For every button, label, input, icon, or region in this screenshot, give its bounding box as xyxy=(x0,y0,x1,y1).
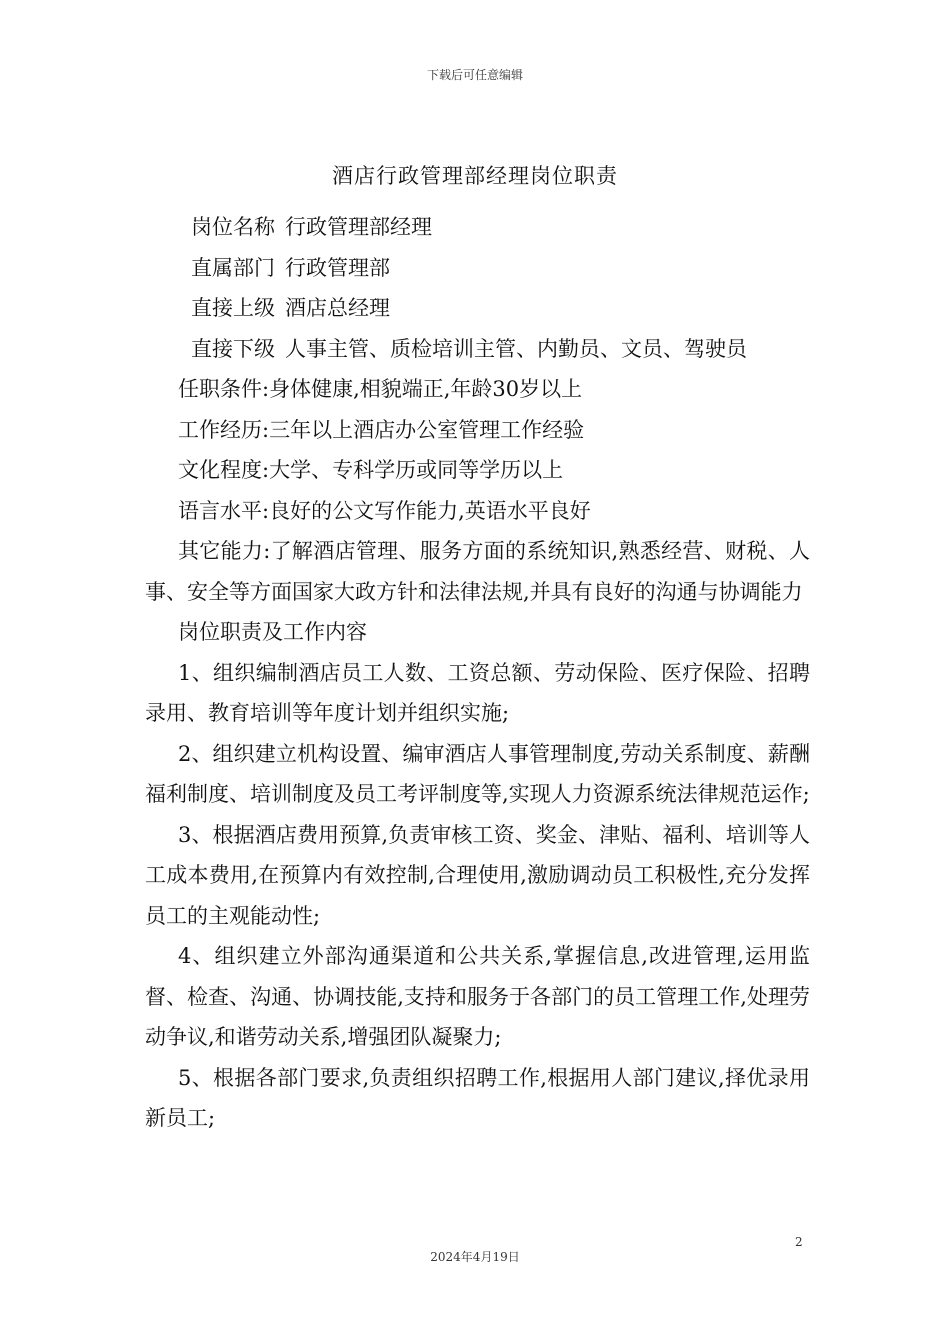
info-row-subordinates xyxy=(145,329,810,370)
duty-item: 5、根据各部门要求,负责组织招聘工作,根据用人部门建议,择优录用新员工; xyxy=(145,1065,810,1130)
info-value: 酒店总经理 xyxy=(285,296,390,320)
info-label: 直属部门 xyxy=(191,255,275,280)
page-header: 下载后可任意编辑 xyxy=(426,68,523,82)
duty-item: 4、组织建立外部沟通渠道和公共关系,掌握信息,改进管理,运用监督、检查、沟通、协调技能,支持和服务于各部门的员工管理工作,处理劳动争议,和谐劳动关系,增强团队凝聚力; xyxy=(145,944,810,1049)
requirement-experience: 工作经历:三年以上酒店办公室管理工作经验 xyxy=(178,417,585,442)
info-value: 人事主管、质检培训主管、内勤员、文员、驾驶员 xyxy=(285,336,747,361)
requirement-education: 文化程度:大学、专科学历或同等学历以上 xyxy=(178,458,564,482)
info-label: 直接上级 xyxy=(191,296,275,320)
duties-heading: 岗位职责及工作内容 xyxy=(178,620,367,644)
info-row-position xyxy=(145,207,810,248)
duty-item: 3、根据酒店费用预算,负责审核工资、奖金、津贴、福利、培训等人工成本费用,在预算内有效控制,合理使用,激励调动员工积极性,充分发挥员工的主观能动性; xyxy=(145,822,810,928)
requirement-other-ability: 其它能力:了解酒店管理、服务方面的系统知识,熟悉经营、财税、人事、安全等方面国家大政方针和法律法规,并具有良好的沟通与协调能力 xyxy=(145,539,810,604)
footer-date: 2024年4月19日 xyxy=(430,1250,520,1264)
requirement-qualification: 任职条件:身体健康,相貌端正,年龄30岁以上 xyxy=(178,377,583,401)
info-row-department xyxy=(145,248,810,289)
info-label: 直接下级 xyxy=(191,336,275,361)
duty-item: 2、组织建立机构设置、编审酒店人事管理制度,劳动关系制度、薪酬福利制度、培训制度及员工考评制度等,实现人力资源系统法律规范运作; xyxy=(145,741,810,806)
info-value: 行政管理部经理 xyxy=(285,215,432,239)
requirement-language: 语言水平:良好的公文写作能力,英语水平良好 xyxy=(178,498,591,523)
document-body xyxy=(145,207,810,1139)
duty-item: 1、组织编制酒店员工人数、工资总额、劳动保险、医疗保险、招聘录用、教育培训等年度计划并组织实施; xyxy=(145,660,810,725)
info-value: 行政管理部 xyxy=(285,255,390,280)
info-row-superior xyxy=(145,288,810,329)
page-number: 2 xyxy=(795,1235,803,1249)
document-title: 酒店行政管理部经理岗位职责 xyxy=(332,164,618,188)
info-label: 岗位名称 xyxy=(191,215,275,239)
